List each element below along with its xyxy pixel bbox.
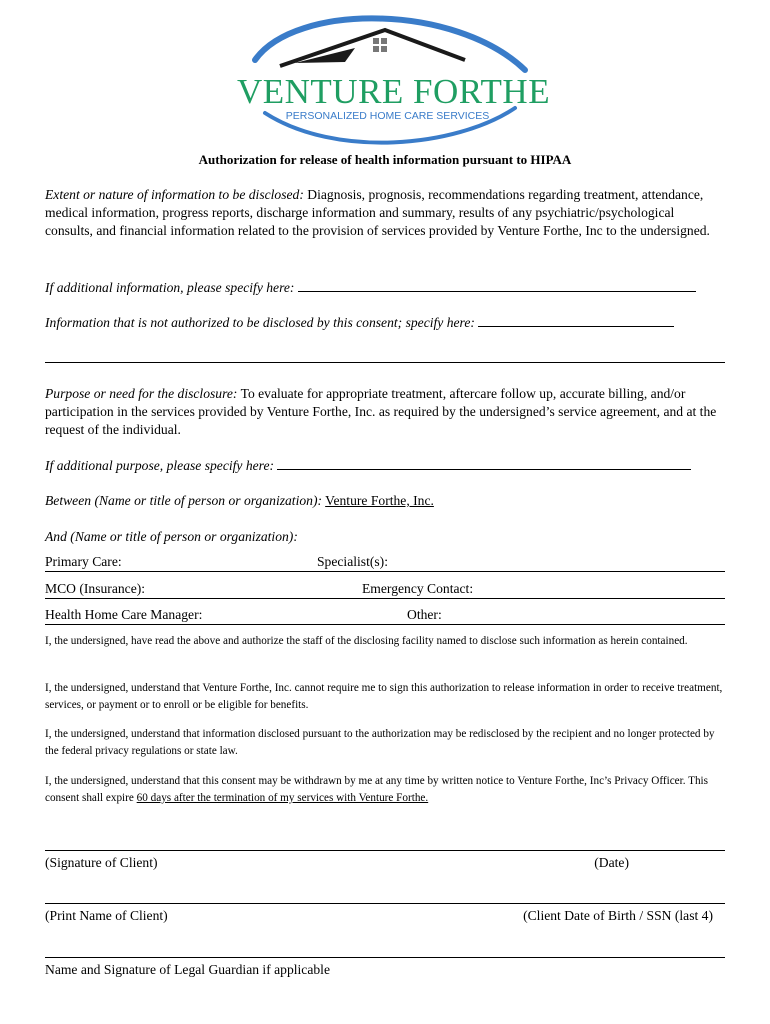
print-name-line[interactable] — [45, 903, 725, 923]
form-title: Authorization for release of health information pursuant to HIPAA — [198, 152, 572, 167]
not-authorized-field-line2[interactable] — [45, 362, 725, 363]
guardian-signature-line[interactable] — [45, 957, 725, 977]
between-label: Between (Name or title of person or organization): — [45, 493, 323, 508]
print-name-label: (Print Name of Client) — [45, 908, 168, 923]
primary-specialist-row[interactable] — [45, 553, 725, 572]
additional-info-row — [45, 278, 725, 297]
withdraw-text: I, the undersigned, understand that this consent may be withdrawn by me at any time by written notice to Venture Forthe, Inc’s Privacy Officer. This consent shall expire — [45, 775, 709, 804]
extent-text: Diagnosis, prognosis, recommendations regarding treatment, attendance, medical information, progress reports, discharge information and summary, results of any psychiatric/psychological consults, and financial information related to the provision of services provided by Venture Forthe, Inc to the undersigned. — [45, 187, 710, 238]
company-logo — [225, 8, 551, 148]
additional-info-label: If additional information, please specify here: — [45, 280, 295, 295]
statement-3: I, the undersigned, understand that information disclosed pursuant to the authorization may be redisclosed by the recipient and no longer protected by the federal privacy regulations or state law. — [45, 728, 715, 757]
purpose-section — [45, 385, 725, 439]
additional-purpose-row — [45, 456, 725, 475]
not-authorized-field[interactable] — [478, 313, 674, 327]
expiry-text: 60 days after the termination of my services with Venture Forthe. — [136, 792, 429, 804]
between-value: Venture Forthe, Inc. — [325, 493, 434, 508]
extent-section — [45, 186, 725, 240]
guardian-label: Name and Signature of Legal Guardian if applicable — [45, 962, 330, 977]
specialists-label: Specialist(s): — [317, 554, 388, 569]
and-row — [45, 528, 725, 546]
not-authorized-row — [45, 313, 725, 332]
primary-care-label: Primary Care: — [45, 554, 122, 569]
between-row — [45, 492, 725, 510]
mco-label: MCO (Insurance): — [45, 581, 146, 596]
and-label: And (Name or title of person or organization): — [45, 529, 298, 544]
statement-2: I, the undersigned, understand that Venture Forthe, Inc. cannot require me to sign this authorization to release information in order to receive treatment, services, or payment or to enroll or be eligible for benefits. — [45, 682, 723, 711]
client-signature-line[interactable] — [45, 850, 725, 870]
other-label: Other: — [407, 607, 442, 622]
statement-4 — [45, 773, 725, 807]
extent-label: Extent or nature of information to be disclosed: — [45, 187, 304, 202]
not-authorized-label: Information that is not authorized to be disclosed by this consent; specify here: — [45, 315, 475, 330]
emergency-contact-label: Emergency Contact: — [362, 581, 474, 596]
logo-name: VENTURE FORTHE — [237, 72, 551, 111]
logo-tagline: PERSONALIZED HOME CARE SERVICES — [285, 110, 490, 122]
statement-1: I, the undersigned, have read the above and authorize the staff of the disclosing facility named to disclose such information as herein contained. — [45, 635, 688, 647]
purpose-text: To evaluate for appropriate treatment, aftercare follow up, accurate billing, and/or participation in the services provided by Venture Forthe, Inc. as required by the undersigned’s service agreement, and at the request of the individual. — [45, 386, 717, 437]
additional-purpose-label: If additional purpose, please specify here: — [45, 458, 275, 473]
mco-emergency-row[interactable] — [45, 580, 725, 599]
health-home-label: Health Home Care Manager: — [45, 607, 203, 622]
health-home-other-row[interactable] — [45, 606, 725, 625]
additional-info-field[interactable] — [298, 278, 696, 292]
date-label: (Date) — [594, 855, 629, 870]
dob-ssn-label: (Client Date of Birth / SSN (last 4) — [523, 908, 713, 923]
additional-purpose-field[interactable] — [277, 456, 691, 470]
client-signature-label: (Signature of Client) — [45, 855, 158, 870]
purpose-label: Purpose or need for the disclosure: — [45, 386, 238, 401]
